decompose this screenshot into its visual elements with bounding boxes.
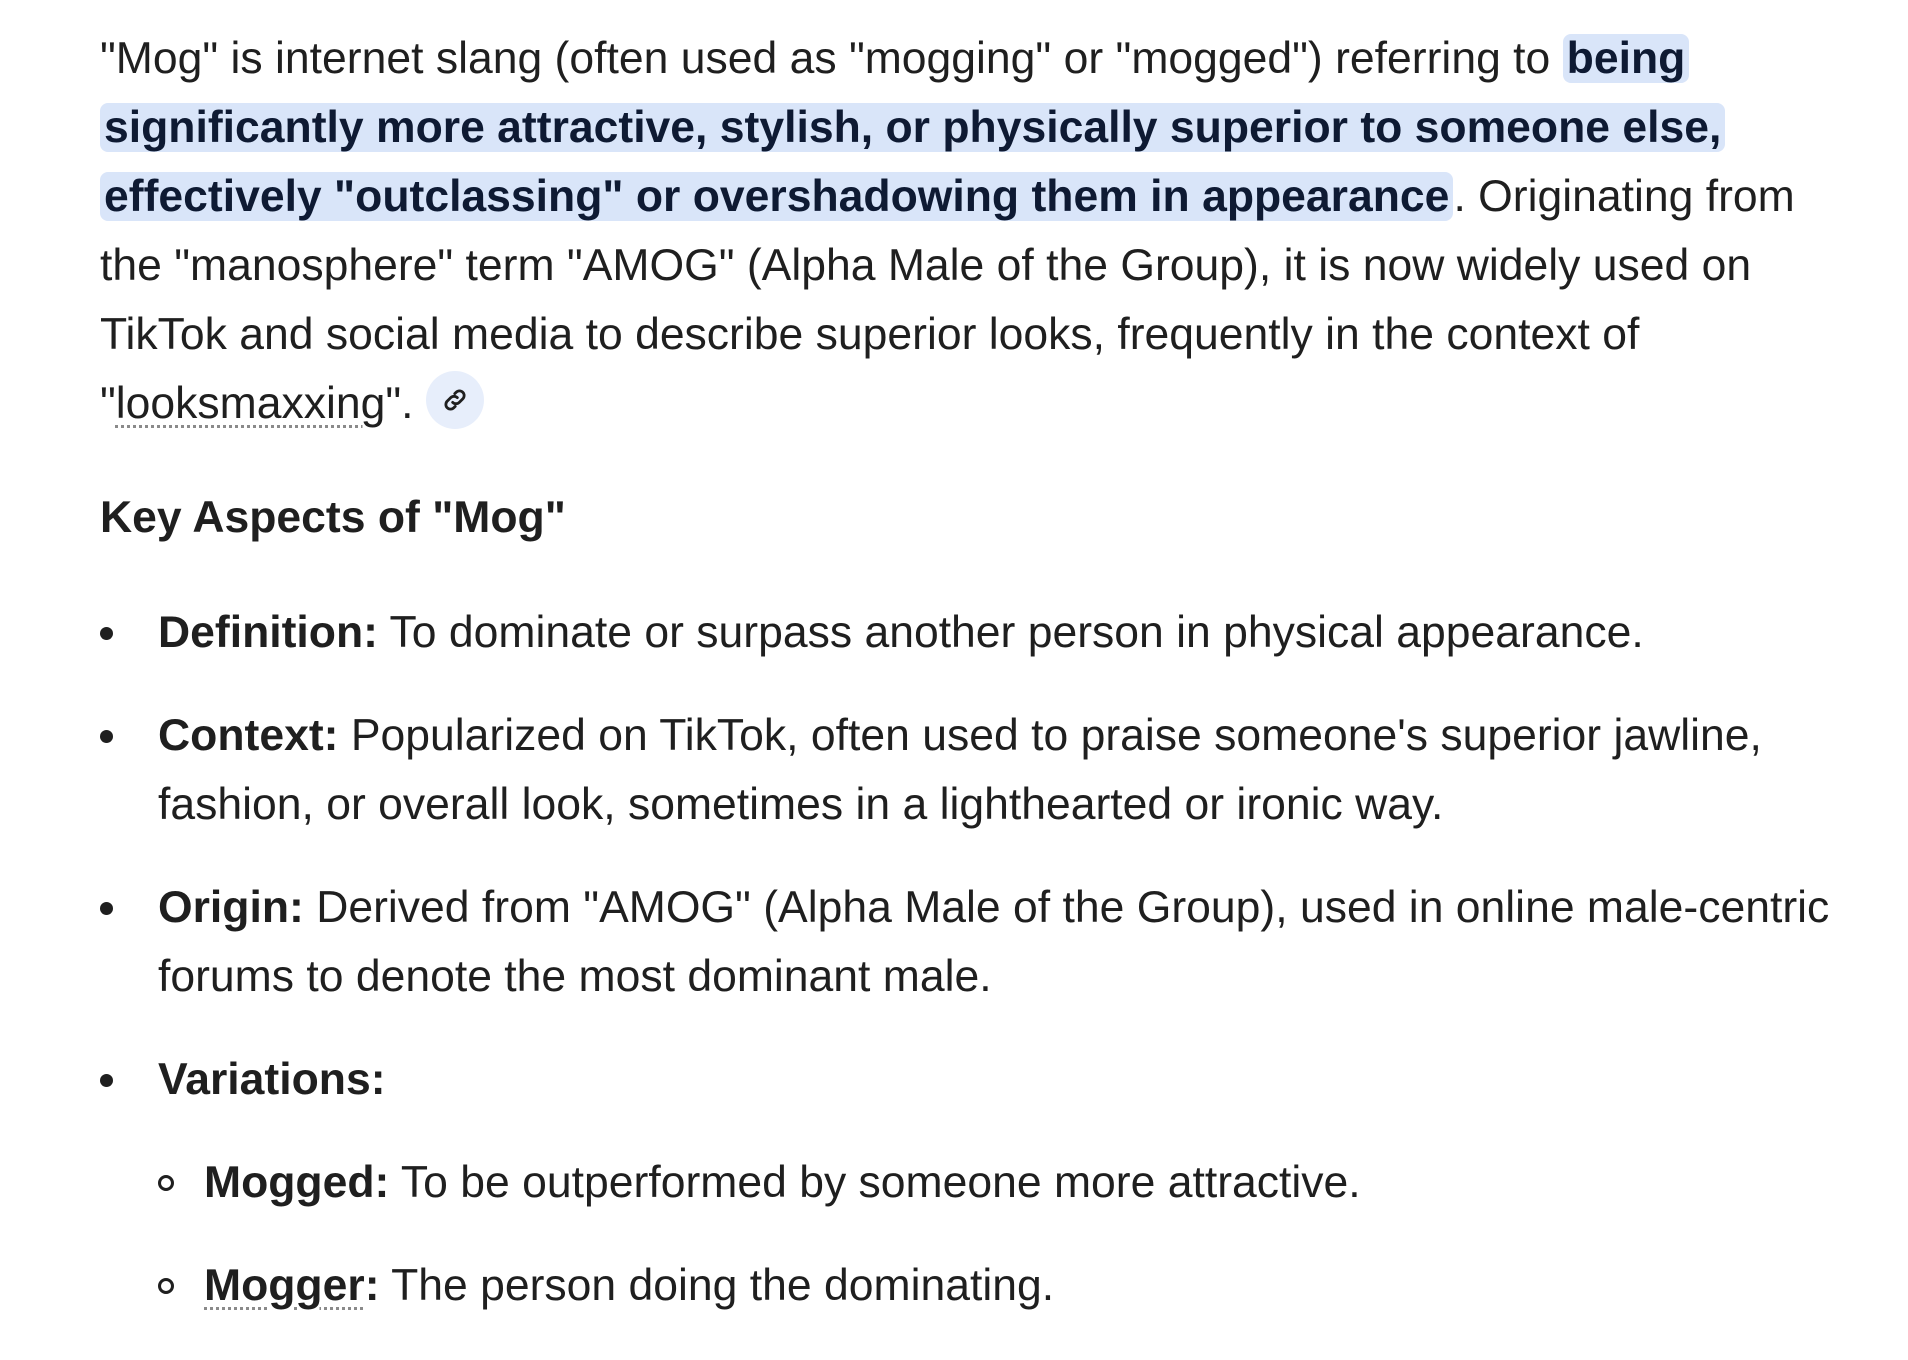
list-item-definition — [100, 598, 1860, 667]
bullet-icon — [100, 730, 113, 743]
list-item-context — [100, 701, 1860, 839]
label-colon: : — [364, 1261, 380, 1310]
answer-content — [100, 24, 1860, 1354]
item-label: Context: — [158, 711, 339, 760]
variations-list — [158, 1148, 1860, 1320]
item-label: Variations: — [158, 1055, 386, 1104]
variation-text: The person doing the dominating. — [379, 1261, 1055, 1310]
variation-mogged — [158, 1148, 1860, 1217]
bullet-icon — [100, 627, 113, 640]
list-item-origin — [100, 873, 1860, 1011]
item-text: Derived from "AMOG" (Alpha Male of the Group), used in online male-centric forums to denote the most dominant male. — [158, 883, 1830, 1001]
variation-label — [204, 1261, 380, 1310]
sub-bullet-icon — [158, 1175, 174, 1191]
item-text: Popularized on TikTok, often used to praise someone's superior jawline, fashion, or overall look, sometimes in a lighthearted or ironic way. — [158, 711, 1762, 829]
key-aspects-list — [100, 598, 1860, 1320]
link-icon — [441, 386, 469, 414]
variation-mogger — [158, 1251, 1860, 1320]
section-heading: Key Aspects of "Mog" — [100, 493, 566, 542]
source-link-button[interactable] — [426, 371, 484, 429]
variation-label: Mogged: — [204, 1158, 390, 1207]
intro-lead: "Mog" is internet slang (often used as "mogging" or "mogged") referring to — [100, 34, 1563, 83]
sub-bullet-icon — [158, 1278, 174, 1294]
intro-paragraph — [100, 24, 1860, 438]
intro-rest: . Originating from the "manosphere" term "AMOG" (Alpha Male of the Group), it is now widely used on TikTok and social media to describe superior looks, frequently in the context of " — [100, 172, 1795, 428]
item-text: To dominate or surpass another person in physical appearance. — [377, 608, 1644, 657]
mogger-term-link[interactable]: Mogger — [204, 1261, 365, 1310]
looksmaxxing-term-link[interactable]: looksmaxxing — [115, 379, 386, 428]
highlighted-definition: being significantly more attractive, stylish, or physically superior to someone else, effectively "outclassing" or overshadowing them in appearance — [100, 34, 1725, 221]
bullet-icon — [100, 1074, 113, 1087]
variation-text: To be outperformed by someone more attractive. — [389, 1158, 1361, 1207]
list-item-variations — [100, 1045, 1860, 1320]
item-label: Definition: — [158, 608, 378, 657]
item-label: Origin: — [158, 883, 304, 932]
bullet-icon — [100, 902, 113, 915]
intro-end: ". — [385, 379, 414, 428]
